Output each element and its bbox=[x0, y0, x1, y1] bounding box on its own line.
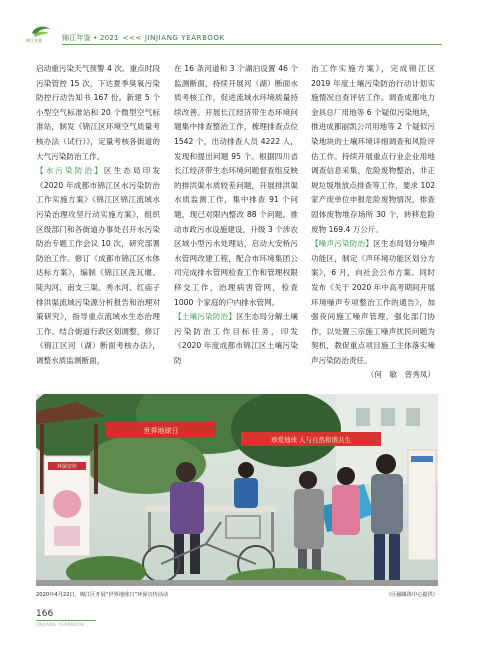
author-signature: （何 敏 曾秀凤） bbox=[366, 370, 435, 380]
banner-right-text: 珍爱地球 人与自然和谐共生 bbox=[270, 436, 352, 444]
paragraph: 启动重污染天气预警 4 次。重点时段污染管控 15 次，下达夏季臭氧污染防控行动告知书 167 份。新建 5 个小型空气标准站和 20 个微型空气标准站，制发《锦江区环境空气质量考核办法（试行）》，定量考核各街道的大气污染防治工作。 bbox=[36, 64, 160, 161]
footer-running-title: JINJIANG YEARBOOK bbox=[36, 622, 85, 627]
page-header bbox=[0, 0, 480, 46]
page-number: 166 bbox=[36, 609, 54, 619]
section-tag: 【水污染防治】 bbox=[36, 166, 104, 176]
event-photo bbox=[36, 394, 438, 586]
photo-caption bbox=[36, 591, 438, 601]
poster-title: 环保宣传 bbox=[56, 464, 78, 470]
logo-caption: 锦江年鉴 bbox=[26, 38, 42, 43]
photo-caption-text: 2020年4月22日，锦江区开展“世界地球日”环保宣传活动 bbox=[36, 592, 169, 598]
paragraph: 治工作实施方案》，完成锦江区 2019 年度土壤污染防治行动计划实施情况自查评估工作。调查成都电力金具总厂用地等 6 个疑似污染地块，推进成都丽凯公司用地等 2 个疑似污染地块的土壤环境详细调查和风险评估工作。持续开展重点行业企业用地调查信息采集、危险废物整治、非正规垃圾堆放点排查等工作，要求 102 家产废单位申报危险废物情况，排查固体废物堆存场所 30 个，转移危险废物 169.4 万公斤。 bbox=[311, 64, 435, 234]
section-tag: 【土壤污染防治】 bbox=[174, 312, 237, 322]
running-title bbox=[62, 33, 225, 43]
running-title-cn: 锦江年鉴 • 2021 bbox=[62, 34, 119, 42]
photo-credit: （区融媒体中心提供） bbox=[386, 592, 438, 598]
running-title-en: <<< JINJIANG YEARBOOK bbox=[122, 34, 225, 42]
event-photo-illustration bbox=[36, 394, 438, 586]
paragraph: 【噪声污染防治】区生态局划分噪声功能区，制定《声环境功能区划分方案》，6 月，向社会公布方案。同时发布《关于 2020 年中高考期间开展环境噪声专项整治工作的通告》，加强夜间施工噪声管理，强化部门协作，以处置三宗施工噪声扰民问题为契机，教促重点项目施工主体落实噪声污染防治责任。 bbox=[311, 239, 436, 365]
yearbook-logo-icon bbox=[30, 24, 52, 38]
text-column-2 bbox=[174, 62, 298, 368]
paragraph: 【土壤污染防治】区生态局分解土壤污染防治工作目标任务，印发《2020 年度成都市锦江区土壤污染防 bbox=[174, 312, 299, 365]
footer-rule bbox=[36, 620, 96, 621]
paragraph: 【水污染防治】区生态局印发《2020 年成都市锦江区水污染防治工作实施方案》《锦江区锦江流域水污染治理攻坚行动实施方案》，组织区级部门和各街道办事处召开水污染防治专题工作会议 10 次，研究部署防治工作。修订《成都市锦江区水体达标方案》，编制《锦江区洗瓦堰、陡沟河、南支三渠、秀水河、红庙子排洪渠流域污染源分析报告和治理对策研究》，指导重点流域水生态治理工作。结合街道行政区划调整，修订《锦江区河（湖）断面考核办法》，调整水质监测断面， bbox=[36, 166, 161, 365]
paragraph: 在 16 条河道和 3 个湖泊设置 46 个监测断面，持续开展河（湖）断面水质考核工作，促进流域水环境质量持续改善。开展长江经济带生态环境问题集中排查整治工作，梳理排查点位 1542 个，出动排查人员 4222 人，发现和提出问题 95 个。根据四川省长江经济带生态环境问题督查组反映的排洪渠水质较差问题，开展排洪渠水质监测工作，集中排查 91 个问题，现已对限内整改 88 个问题。推动市政污水设施建设，升级 3 个涉农区域小型污水处理站，启动大安桥污水管网改建工程，配合市环境集团公司完成排水管网检查工作和管理权限移交工作，治理病害管网，检查 1000 个家庭的户内排水管网。 bbox=[174, 64, 298, 307]
text-column-1 bbox=[36, 62, 160, 368]
header-rule bbox=[62, 44, 442, 45]
text-column-3 bbox=[311, 62, 435, 383]
section-tag: 【噪声污染防治】 bbox=[311, 239, 374, 249]
banner-left-text: 世界地球日 bbox=[143, 427, 179, 435]
